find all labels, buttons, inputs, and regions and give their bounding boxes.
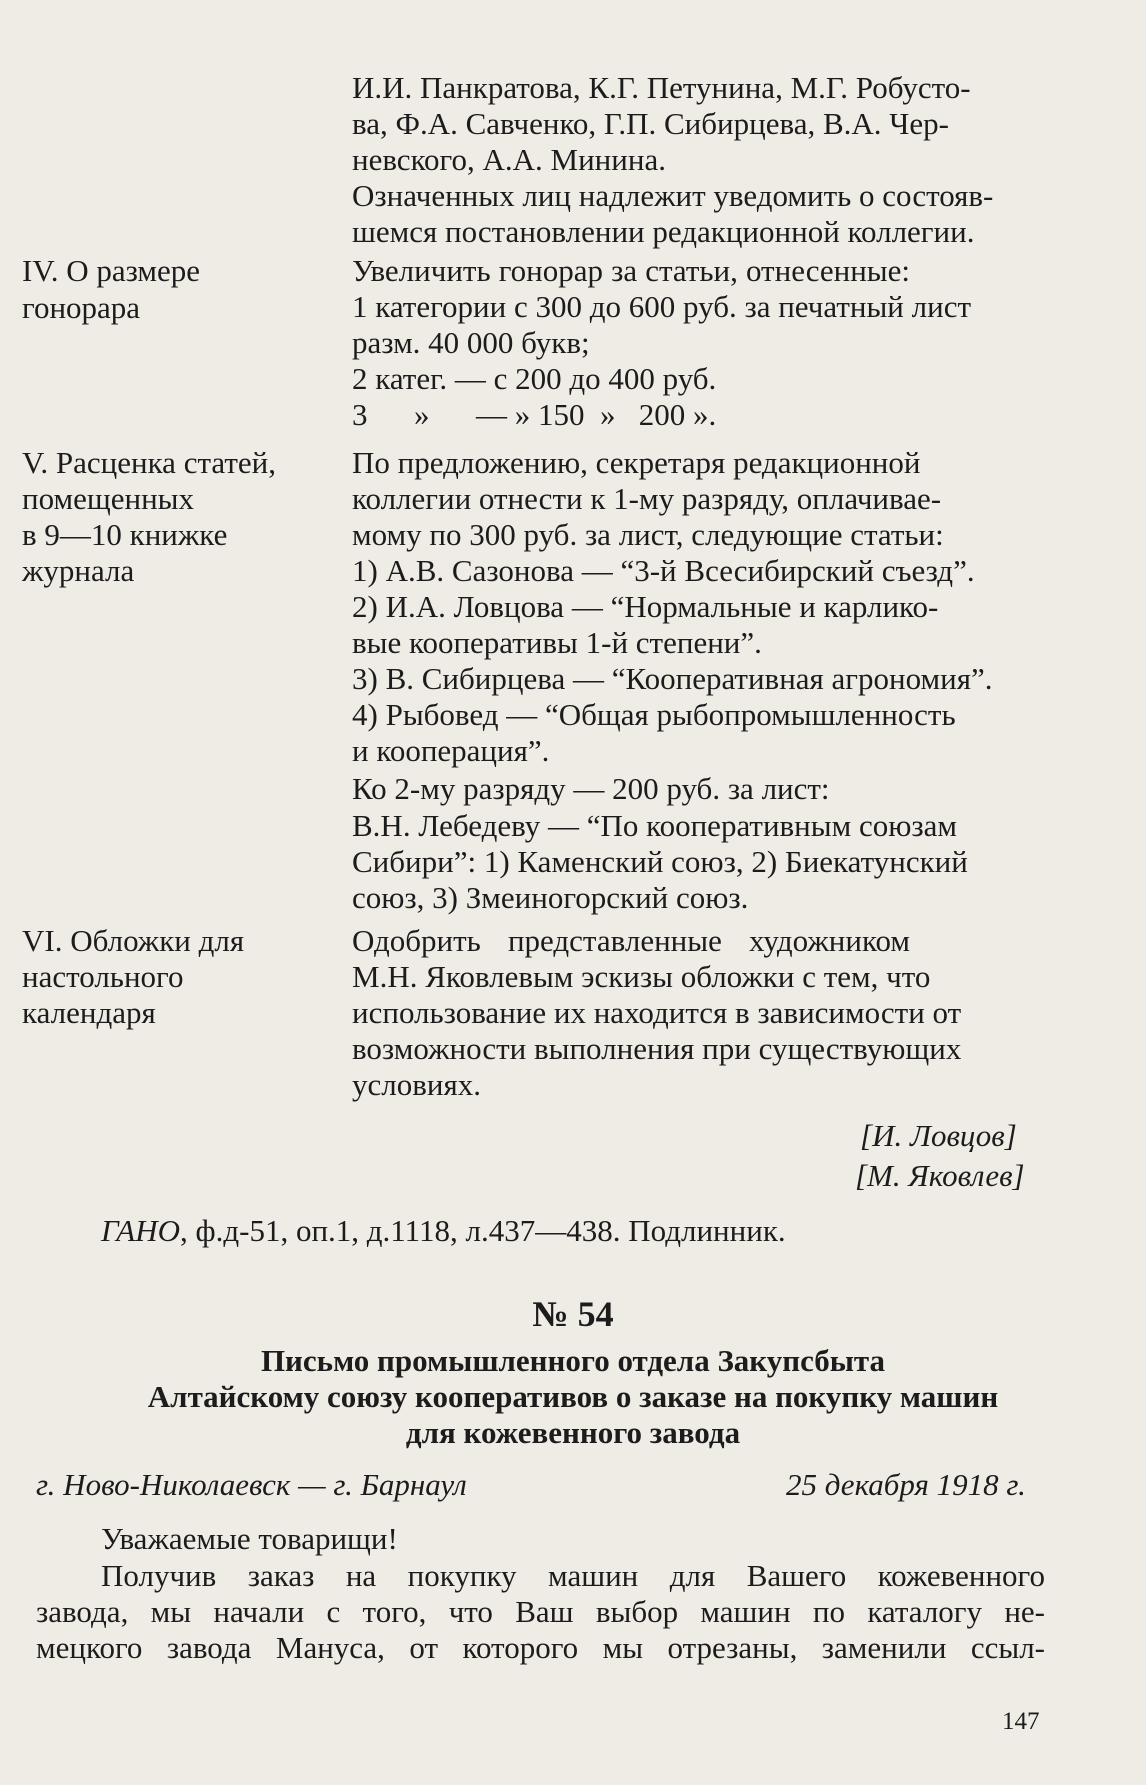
archive-name: ГАНО bbox=[101, 1213, 181, 1248]
document-title: для кожевенного завода bbox=[405, 1415, 741, 1450]
continuation-line: ва, Ф.А. Савченко, Г.П. Сибирцева, В.А. Чер- bbox=[352, 106, 950, 141]
document-title: Алтайскому союзу кооперативов о заказе на покупку машин bbox=[147, 1379, 999, 1414]
item4-label: гонорара bbox=[22, 290, 141, 325]
item6-text: М.Н. Яковлевым эскизы обложки с тем, что bbox=[352, 959, 931, 994]
archive-source bbox=[101, 1213, 786, 1249]
greeting: Уважаемые товарищи! bbox=[101, 1521, 398, 1556]
item5-text: 1) А.В. Сазонова — “3-й Всесибирский съезд”. bbox=[352, 553, 975, 588]
item5-label: помещенных bbox=[22, 481, 195, 516]
item5-text: союз, 3) Змеиногорский союз. bbox=[352, 880, 749, 915]
archive-reference: , ф.д-51, оп.1, д.1118, л.437—438. Подлинник. bbox=[180, 1213, 786, 1248]
item5-text: Сибири”: 1) Каменский союз, 2) Биекатунский bbox=[352, 844, 968, 879]
item5-label: журнала bbox=[22, 553, 135, 588]
item5-label: в 9—10 книжке bbox=[22, 517, 228, 552]
item6-text: Одобрить представленные художником bbox=[352, 923, 910, 958]
item6-text: возможности выполнения при существующих bbox=[352, 1031, 962, 1066]
document-place: г. Ново-Николаевск — г. Барнаул bbox=[36, 1467, 467, 1502]
continuation-line: невского, А.А. Минина. bbox=[352, 142, 666, 177]
item4-text: разм. 40 000 букв; bbox=[352, 325, 590, 360]
item5-text: 3) В. Сибирцева — “Кооперативная агрономия”. bbox=[352, 661, 993, 696]
document-date: 25 декабря 1918 г. bbox=[786, 1467, 1026, 1502]
item6-label: календаря bbox=[22, 995, 156, 1030]
item4-text: Увеличить гонорар за статьи, отнесенные: bbox=[352, 253, 910, 288]
item5-text: В.Н. Лебедеву — “По кооперативным союзам bbox=[352, 808, 957, 843]
item5-text: мому по 300 руб. за лист, следующие статьи: bbox=[352, 517, 944, 552]
item5-text: 2) И.А. Ловцова — “Нормальные и карлико- bbox=[352, 589, 939, 624]
signature-lovtsov: [И. Ловцов] bbox=[860, 1118, 1017, 1153]
continuation-line: И.И. Панкратова, К.Г. Петунина, М.Г. Робусто- bbox=[352, 70, 971, 105]
item5-text: По предложению, секретаря редакционной bbox=[352, 445, 921, 480]
page-number: 147 bbox=[1002, 1708, 1040, 1735]
item5-label: V. Расценка статей, bbox=[22, 445, 276, 480]
item5-text: вые кооперативы 1-й степени”. bbox=[352, 625, 762, 660]
item6-label: VI. Обложки для bbox=[22, 923, 245, 958]
item4-text: 1 категории с 300 до 600 руб. за печатный лист bbox=[352, 289, 972, 324]
item6-label: настольного bbox=[22, 959, 184, 994]
document-title: Письмо промышленного отдела Закупсбыта bbox=[260, 1343, 886, 1378]
item4-text: 2 катег. — с 200 до 400 руб. bbox=[352, 361, 717, 396]
signature-yakovlev: [М. Яковлев] bbox=[855, 1158, 1025, 1193]
letter-body-line: мецкого завода Мануса, от которого мы отрезаны, заменили ссыл- bbox=[36, 1630, 1045, 1665]
item5-text: 4) Рыбовед — “Общая рыбопромышленность bbox=[352, 697, 956, 732]
continuation-line: Означенных лиц надлежит уведомить о состояв- bbox=[352, 178, 994, 213]
item6-text: условиях. bbox=[352, 1067, 481, 1102]
document-number: № 54 bbox=[532, 1294, 614, 1334]
item4-label: IV. О размере bbox=[22, 253, 201, 288]
item5-text: и кооперация”. bbox=[352, 733, 550, 768]
item6-text: использование их находится в зависимости от bbox=[352, 995, 962, 1030]
letter-body-line: завода, мы начали с того, что Ваш выбор машин по каталогу не- bbox=[36, 1594, 1045, 1629]
continuation-line: шемся постановлении редакционной коллегии. bbox=[352, 214, 975, 249]
item4-text: 3 » — » 150 » 200 ». bbox=[352, 397, 717, 432]
letter-body-line: Получив заказ на покупку машин для Вашего кожевенного bbox=[101, 1558, 1045, 1593]
item5-text: коллегии отнести к 1-му разряду, оплачивае- bbox=[352, 481, 942, 516]
item5-text: Ко 2-му разряду — 200 руб. за лист: bbox=[352, 771, 830, 806]
